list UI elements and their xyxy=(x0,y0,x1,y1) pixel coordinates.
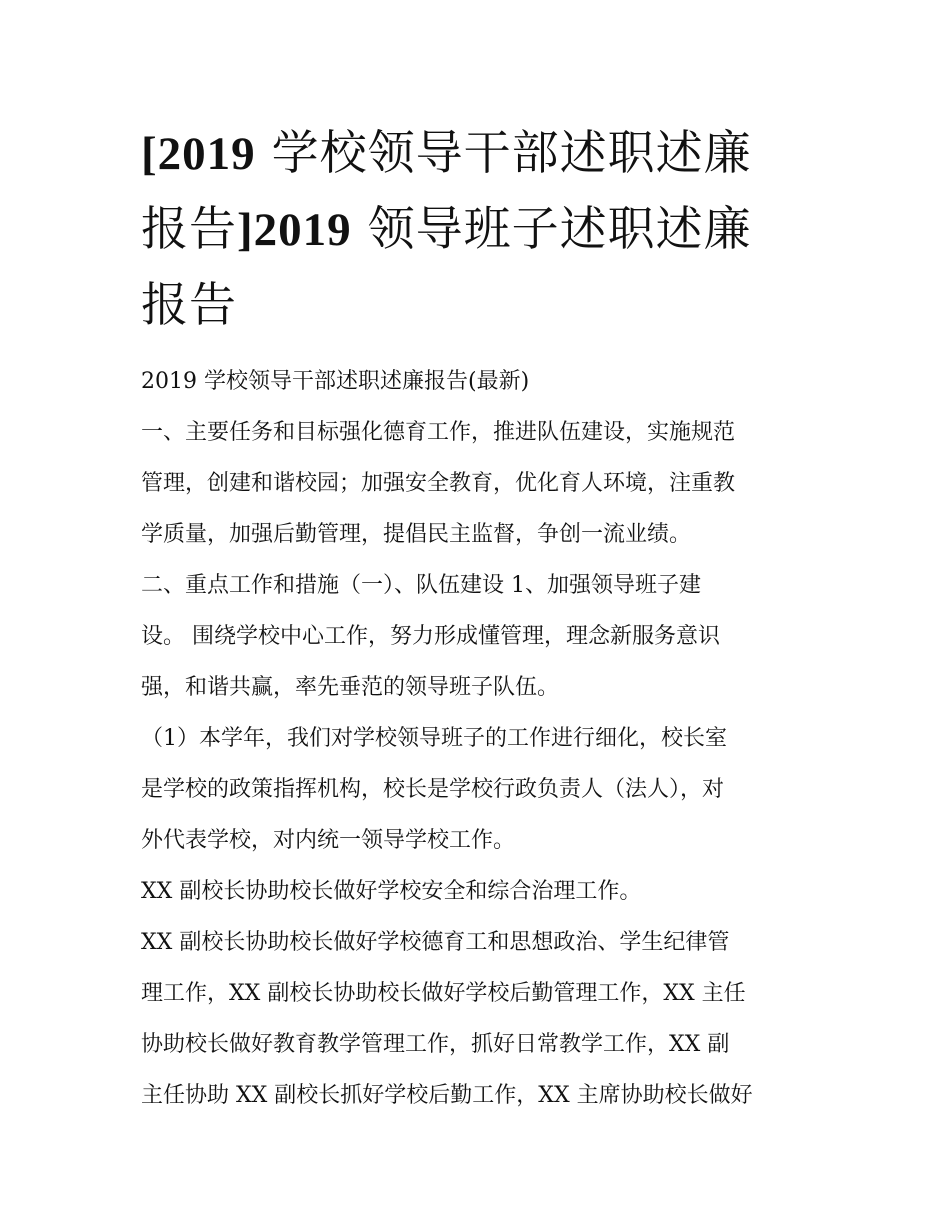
body-line: 一、主要任务和目标强化德育工作，推进队伍建设，实施规范 xyxy=(141,420,736,445)
body-line: 外代表学校，对内统一领导学校工作。 xyxy=(141,828,516,853)
title-segment: ]2019 xyxy=(237,204,352,256)
title-line-3 xyxy=(141,268,841,344)
body-line: 二、重点工作和措施（一）、队伍建设 1、加强领导班子建 xyxy=(141,573,701,598)
body-line: 协助校长做好教育教学管理工作，抓好日常教学工作，XX 副 xyxy=(141,1032,730,1057)
body-line: XX 副校长协助校长做好学校德育工和思想政治、学生纪律管 xyxy=(141,930,730,955)
title-line-2 xyxy=(141,192,841,268)
body-line: 强，和谐共赢，率先垂范的领导班子队伍。 xyxy=(141,675,560,700)
title-segment: 学校领导干部述职述廉 xyxy=(255,126,752,181)
body-line: 2019 学校领导干部述职述廉报告(最新) xyxy=(141,369,530,394)
title-segment: 报告 xyxy=(141,202,237,257)
body-line: 学质量，加强后勤管理，提倡民主监督，争创一流业绩。 xyxy=(141,522,692,547)
document-title xyxy=(141,116,841,344)
body-line: 设。 围绕学校中心工作，努力形成懂管理，理念新服务意识 xyxy=(141,624,720,649)
body-line: XX 副校长协助校长做好学校安全和综合治理工作。 xyxy=(141,879,642,904)
body-line: （1）本学年，我们对学校领导班子的工作进行细化，校长室 xyxy=(141,726,727,751)
title-segment: [2019 xyxy=(141,128,256,180)
document-body xyxy=(141,356,821,1121)
body-line: 理工作，XX 副校长协助校长做好学校后勤管理工作，XX 主任 xyxy=(141,981,746,1006)
body-line: 主任协助 XX 副校长抓好学校后勤工作，XX 主席协助校长做好 xyxy=(141,1083,753,1108)
body-line: 是学校的政策指挥机构，校长是学校行政负责人（法人），对 xyxy=(141,777,725,802)
body-line: 管理，创建和谐校园；加强安全教育，优化育人环境，注重教 xyxy=(141,471,736,496)
title-segment: 领导班子述职述廉 xyxy=(351,202,752,257)
title-segment: 报告 xyxy=(141,278,237,333)
title-line-1 xyxy=(141,116,841,192)
